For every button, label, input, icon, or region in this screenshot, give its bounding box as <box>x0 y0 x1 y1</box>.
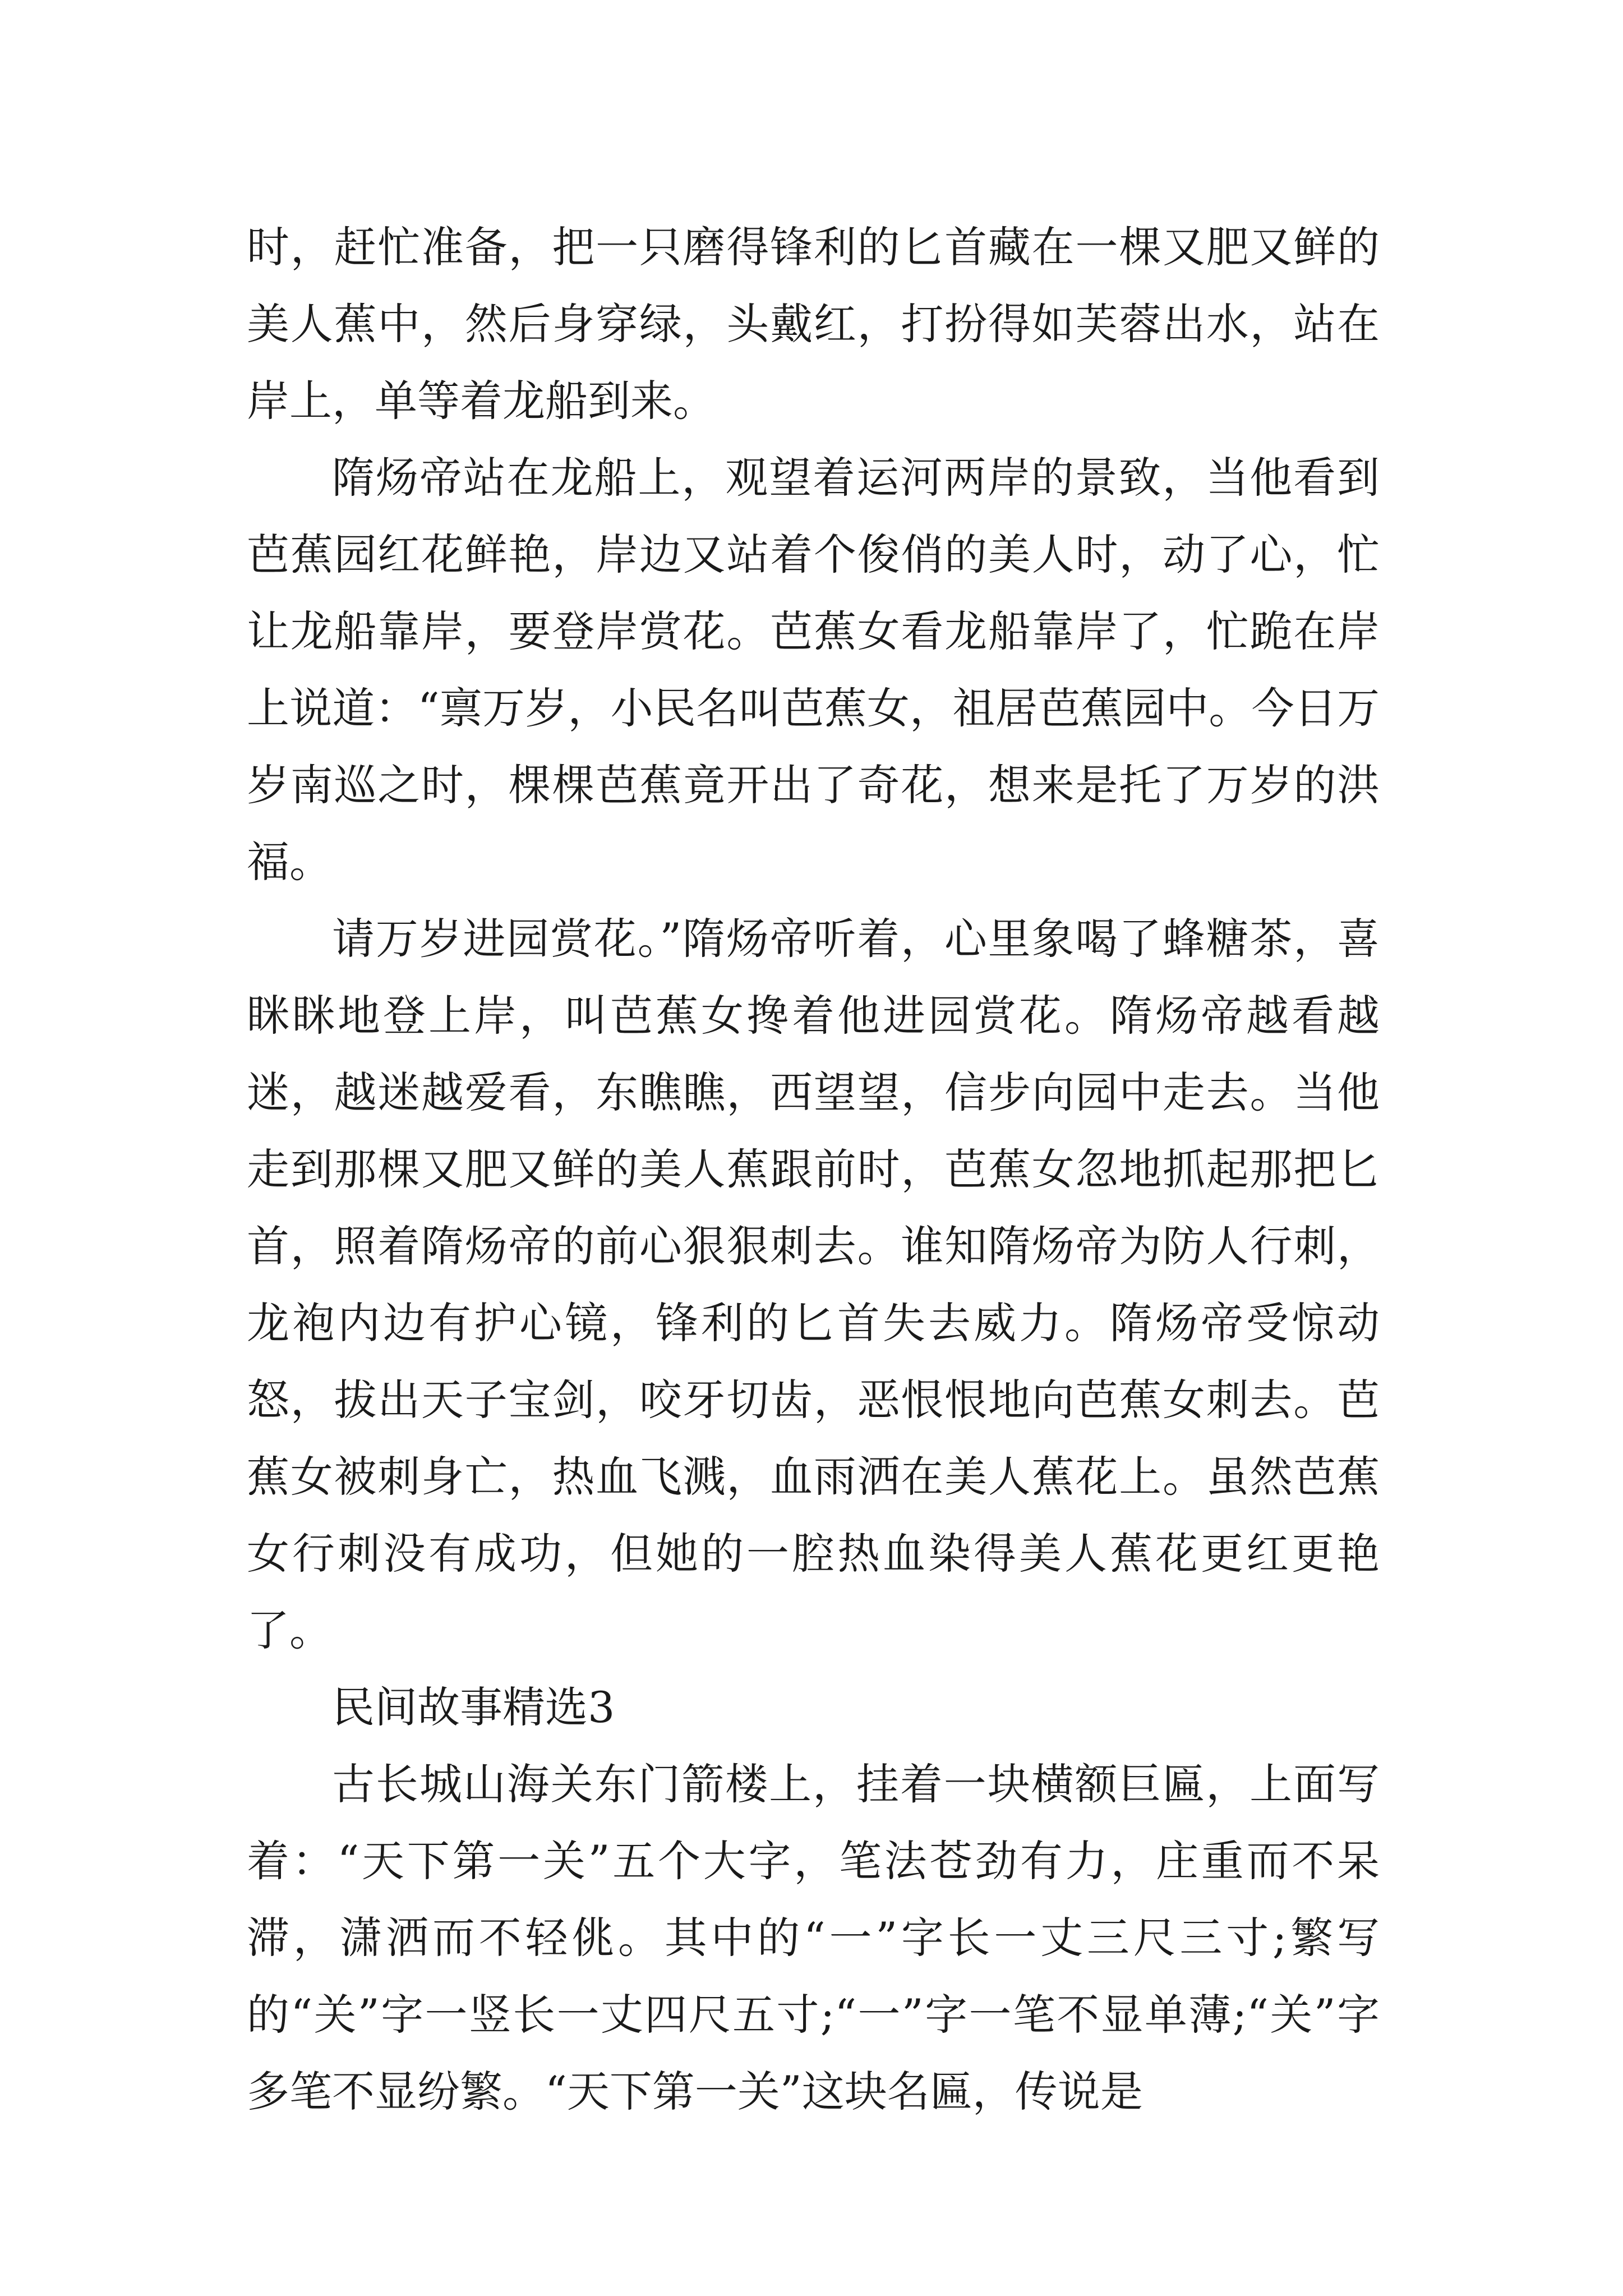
paragraph: 古长城山海关东门箭楼上，挂着一块横额巨匾，上面写着：“天下第一关”五个大字，笔法苍劲有力，庄重而不呆滞，潇洒而不轻佻。其中的“一”字长一丈三尺三寸;繁写的“关”字一竖长一丈四尺五寸;“一”字一笔不显单薄;“关”字多笔不显纷繁。“天下第一关”这块名匾，传说是 <box>247 1759 1380 2116</box>
section-heading: 民间故事精选3 <box>332 1682 615 1732</box>
paragraph: 请万岁进园赏花。”隋炀帝听着，心里象喝了蜂糖茶，喜眯眯地登上岸，叫芭蕉女搀着他进园赏花。隋炀帝越看越迷，越迷越爱看，东瞧瞧，西望望，信步向园中走去。当他走到那棵又肥又鲜的美人蕉跟前时，芭蕉女忽地抓起那把匕首，照着隋炀帝的前心狠狠刺去。谁知隋炀帝为防人行刺，龙袍内边有护心镜，锋利的匕首失去威力。隋炀帝受惊动怒，拔出天子宝剑，咬牙切齿，恶恨恨地向芭蕉女刺去。芭蕉女被刺身亡，热血飞溅，血雨洒在美人蕉花上。虽然芭蕉女行刺没有成功，但她的一腔热血染得美人蕉花更红更艳了。 <box>247 914 1380 1655</box>
body-text <box>247 209 1380 2130</box>
paragraph-continued: 时，赶忙准备，把一只磨得锋利的匕首藏在一棵又肥又鲜的美人蕉中，然后身穿绿，头戴红，打扮得如芙蓉出水，站在岸上，单等着龙船到来。 <box>247 222 1380 426</box>
paragraph: 隋炀帝站在龙船上，观望着运河两岸的景致，当他看到芭蕉园红花鲜艳，岸边又站着个俊俏的美人时，动了心，忙让龙船靠岸，要登岸赏花。芭蕉女看龙船靠岸了，忙跪在岸上说道：“禀万岁，小民名叫芭蕉女，祖居芭蕉园中。今日万岁南巡之时，棵棵芭蕉竟开出了奇花，想来是托了万岁的洪福。 <box>247 453 1380 887</box>
